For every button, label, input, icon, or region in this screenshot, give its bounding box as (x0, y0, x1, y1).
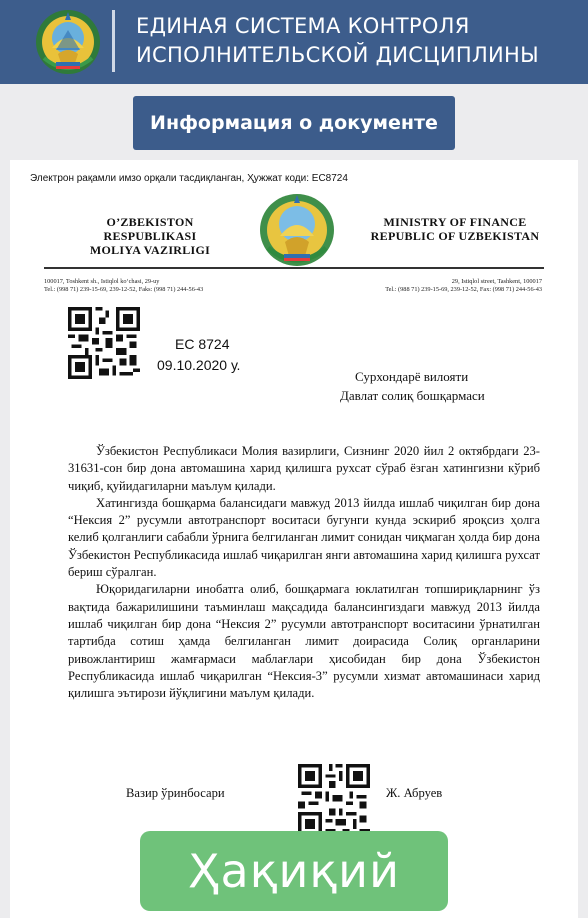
signature-qr-code-icon (298, 764, 370, 836)
ministry-name-uz (60, 215, 240, 257)
address-left (44, 278, 203, 294)
address-left-line1: 100017, Toshkent sh., Istiqlol ko‘chasi, 29-uy (44, 278, 160, 285)
ministry-en-line1: MINISTRY OF FINANCE (383, 215, 527, 229)
ministry-uz-line2: MOLIYA VAZIRLIGI (89, 243, 211, 257)
recipient-office: Давлат солиқ бошқармаси (340, 388, 485, 403)
app-title (136, 12, 539, 70)
body-paragraph: Юқоридагиларни инобатга олиб, бошқармага юклатилган топшириқларнинг ўз вақтида бажарилишини таъминлаш мақсадида балансингиздаги мавжуд 2013 йилда ишлаб чиқилган бир дона “Нексия 2” русумли автотранспорт воситасини ўрнатилган тартибда сотиш ҳамда белгиланган лимит доирасида Солиқ органларини ривожлантириш жамғармаси маблағлари ҳисобидан бир дона Ўзбекистон Республикасида ишлаб чиқарилган “Нексия-3” русумли хизмат автомашинаси харид қилишга эътирози йўқлигини маълум қилади. (68, 582, 540, 701)
app-title-line1: ЕДИНАЯ СИСТЕМА КОНТРОЛЯ (136, 14, 470, 38)
signatory-role: Вазир ўринбосари (126, 786, 225, 800)
state-emblem-icon (258, 192, 336, 268)
uzbekistan-emblem-icon (34, 8, 102, 76)
ministry-en-line2: REPUBLIC OF UZBEKISTAN (370, 229, 540, 243)
document-code: EC 8724 (175, 336, 230, 352)
document-body (68, 443, 540, 702)
ministry-name-en (360, 215, 550, 243)
header-divider (112, 10, 115, 72)
app-header (0, 0, 588, 84)
letterhead-divider (44, 267, 544, 269)
ministry-uz-line1: O’ZBEKISTON RESPUBLIKASI (103, 215, 197, 243)
signatory-name: Ж. Абруев (386, 786, 443, 800)
signature-verification-line: Электрон рақамли имзо орқали тасдиқланган, Ҳужжат коди: EC8724 (30, 173, 348, 184)
document-image (10, 160, 578, 918)
authentic-status-badge: Ҳақиқий (140, 831, 448, 911)
document-date: 09.10.2020 у. (157, 357, 241, 373)
body-paragraph: Ўзбекистон Республикаси Молия вазирлиги, Сизнинг 2020 йил 2 октябрдаги 23-31631-сон бир дона автомашина харид қилишга рухсат сўраб ёзган хатингизни кўриб чиқиб, қуйидагиларни маълум қилади. (68, 444, 540, 493)
address-left-line2: Tel.: (998 71) 239-15-69, 239-12-52, Faks: (998 71) 244-56-43 (44, 286, 204, 293)
address-right-line1: 29, Istiqlol street, Tashkent, 100017 (451, 278, 542, 285)
document-info-button[interactable]: Информация о документе (133, 96, 455, 150)
app-title-line2: ИСПОЛНИТЕЛЬСКОЙ ДИСЦИПЛИНЫ (136, 43, 539, 67)
address-right (385, 278, 542, 294)
recipient-region: Сурхондарё вилояти (355, 369, 469, 384)
address-right-line2: Tel.: (988 71) 239-15-69, 239-12-52, Fax: (998 71) 244-56-43 (385, 286, 542, 293)
body-paragraph: Хатингизда бошқарма балансидаги мавжуд 2013 йилда ишлаб чиқилган бир дона “Нексия 2” русумли автотранспорт воситаси бугунги кунда эскириб яроқсиз ҳолга келиб қолганлиги сабабли ўрнига белгиланган лимит сонидан чиқмаган ҳолда бир дона Ўзбекистон Республикасида ишлаб чиқарилган янги автомашина харид қилишга рухсат бериш сўралган. (68, 495, 540, 580)
qr-code-icon (68, 307, 140, 379)
